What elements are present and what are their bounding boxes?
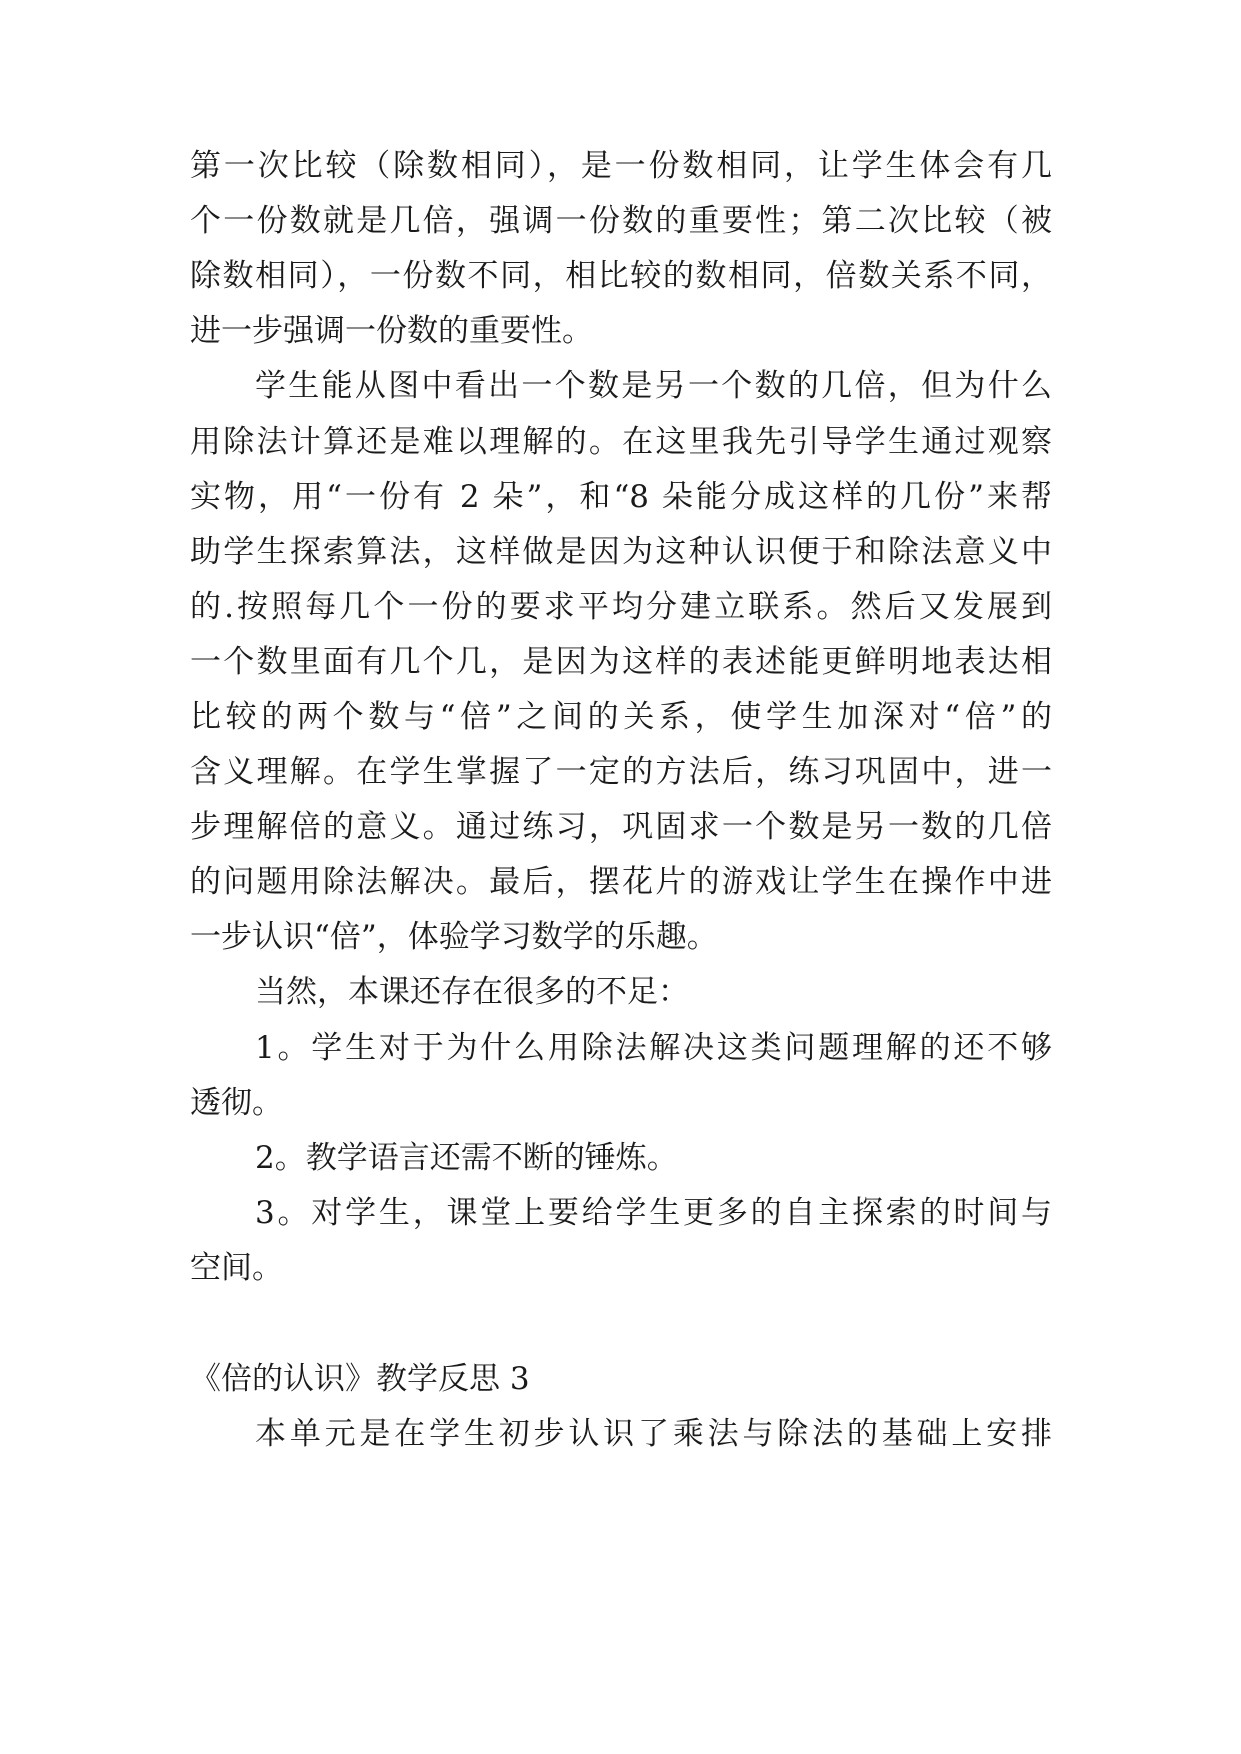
paragraph-2-line: 助学生探索算法，这样做是因为这种认识便于和除法意义中	[190, 534, 1052, 570]
paragraph-2-line: 学生能从图中看出一个数是另一个数的几倍，但为什么	[255, 368, 1052, 404]
paragraph-2-line: 的问题用除法解决。最后，摆花片的游戏让学生在操作中进	[190, 864, 1052, 900]
section-title: 《倍的认识》教学反思 3	[190, 1361, 530, 1397]
paragraph-1-line: 第一次比较（除数相同），是一份数相同，让学生体会有几	[190, 148, 1052, 184]
list-item-3-line: 空间。	[190, 1250, 283, 1286]
paragraph-2-line: 一个数里面有几个几，是因为这样的表述能更鲜明地表达相	[190, 644, 1052, 680]
list-item-3-line: 3。对学生，课堂上要给学生更多的自主探索的时间与	[255, 1195, 1052, 1231]
paragraph-1-line: 个一份数就是几倍，强调一份数的重要性；第二次比较（被	[190, 203, 1052, 239]
paragraph-1-line: 进一步强调一份数的重要性。	[190, 313, 593, 349]
list-item-2-line: 2。教学语言还需不断的锤炼。	[255, 1140, 678, 1176]
paragraph-2-line: 一步认识“倍”，体验学习数学的乐趣。	[190, 919, 718, 955]
list-item-1-line: 透彻。	[190, 1085, 283, 1121]
paragraph-2-line: 步理解倍的意义。通过练习，巩固求一个数是另一数的几倍	[190, 809, 1052, 845]
paragraph-2-line: 比较的两个数与“倍”之间的关系，使学生加深对“倍”的	[190, 699, 1052, 735]
paragraph-3-line: 当然，本课还存在很多的不足：	[255, 974, 689, 1010]
paragraph-2-line: 实物，用“一份有 2 朵”，和“8 朵能分成这样的几份”来帮	[190, 479, 1052, 515]
paragraph-2-line: 含义理解。在学生掌握了一定的方法后，练习巩固中，进一	[190, 754, 1052, 790]
paragraph-1-line: 除数相同），一份数不同，相比较的数相同，倍数关系不同，	[190, 258, 1052, 294]
paragraph-2-line: 的.按照每几个一份的要求平均分建立联系。然后又发展到	[190, 589, 1052, 625]
paragraph-4-line: 本单元是在学生初步认识了乘法与除法的基础上安排	[255, 1416, 1052, 1452]
paragraph-2-line: 用除法计算还是难以理解的。在这里我先引导学生通过观察	[190, 424, 1052, 460]
list-item-1-line: 1。学生对于为什么用除法解决这类问题理解的还不够	[255, 1030, 1052, 1066]
